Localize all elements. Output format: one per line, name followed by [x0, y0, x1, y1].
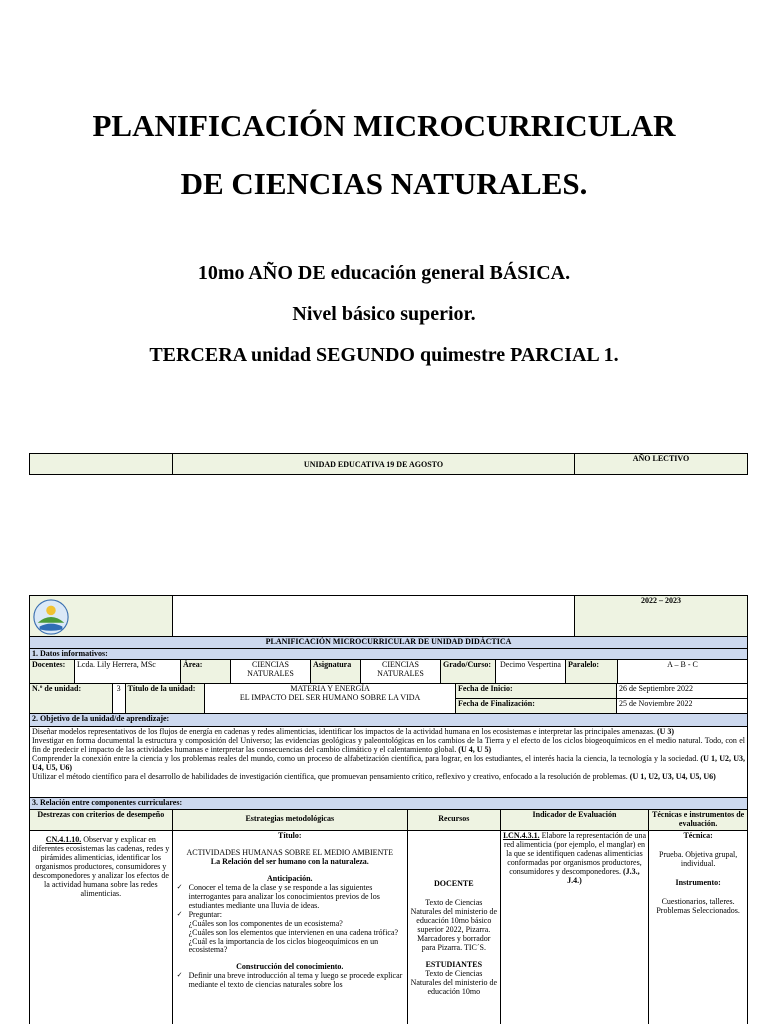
- objective-p2-ref: (U 4, U 5): [458, 744, 492, 754]
- logo-cell: [30, 596, 173, 636]
- plan-header-middle: [173, 596, 575, 636]
- page-title-line2: DE CIENCIAS NATURALES.: [180, 166, 588, 201]
- question-2: ¿Cuáles son los elementos que intervienen en una cadena trófica?: [188, 927, 399, 937]
- col-tecnicas: Técnicas e instrumentos de evaluación.: [652, 810, 745, 828]
- titulo-label: Título:: [277, 831, 302, 840]
- construccion-item-1: ✓ Definir una breve introducción al tema y luego se procede explicar mediante el texto de ciencias naturales sobre los: [175, 972, 405, 990]
- area-value: CIENCIAS NATURALES: [231, 660, 311, 683]
- school-year: 2022 – 2023: [575, 596, 747, 636]
- estudiantes-label: ESTUDIANTES: [425, 959, 483, 969]
- anticipacion-title: Anticipación.: [266, 873, 313, 883]
- construccion-title: Construcción del conocimiento.: [236, 962, 344, 972]
- asignatura-label: Asignatura: [311, 660, 361, 683]
- destreza-code: CN.4.1.10.: [45, 835, 82, 844]
- header-table: [29, 453, 748, 475]
- question-1: ¿Cuáles son los componentes de un ecosistema?: [188, 918, 343, 928]
- paralelo-label: Paralelo:: [566, 660, 618, 683]
- actividad-title: ACTIVIDADES HUMANAS SOBRE EL MEDIO AMBIENTE: [186, 847, 394, 857]
- indicador-ref: (J.3., J.4.): [567, 866, 640, 885]
- construccion-list: [175, 972, 405, 990]
- subtitle-level: Nivel básico superior.: [292, 303, 476, 325]
- col-recursos: Recursos: [408, 810, 501, 830]
- objective-p3-ref: (U 1, U2, U3, U4, U5, U6): [32, 753, 745, 772]
- objective-text: [30, 727, 747, 797]
- section1-row: [30, 649, 747, 660]
- titulo-unidad-line1: MATERIA Y ENERGÍA: [290, 684, 370, 693]
- question-3: ¿Cuál es la importancia de los ciclos biogeoquímicos en un ecosistema?: [188, 936, 379, 955]
- tecnica-label: Técnica:: [683, 831, 713, 840]
- objective-p4-ref: (U 1, U2, U3, U4, U5, U6): [629, 771, 716, 781]
- estrategias-cell: [173, 831, 408, 1024]
- unidad-label: N.º de unidad:: [30, 684, 113, 713]
- objective-p3: Comprender la conexión entre la ciencia y los problemas reales del mundo, como un proceso de alfabetización científica, para lograr, en los estudiantes, el interés hacia la ciencia, la tecnología y la sociedad.: [32, 753, 701, 763]
- anticipacion-list: [175, 884, 405, 920]
- objective-p1: Diseñar modelos representativos de los flujos de energía en cadenas y redes alimenticias, identificar los impactos de la actividad humana en los ecosistemas e interpretar las principales amenazas.: [32, 727, 657, 736]
- fecha-fin-value: 25 de Noviembre 2022: [619, 699, 693, 708]
- info-row-1: [30, 660, 747, 684]
- header-logo-cell: [30, 454, 173, 474]
- grado-value: Decimo Vespertina: [496, 660, 566, 683]
- docente-resources: Texto de Ciencias Naturales del ministerio de educación 10mo básico superior 2022, Pizarra. Marcadores y borrador para Pizarra. TIC´S.: [410, 897, 498, 952]
- destreza-text: Observar y explicar en diferentes ecosistemas las cadenas, redes y pirámides alimenticias, identificar los organismos productores, consumidores y descomponedores y analizar los efectos de la actividad humana sobre las redes alimenticias.: [32, 835, 170, 898]
- titulo-unidad-line2: EL IMPACTO DEL SER HUMANO SOBRE LA VIDA: [239, 692, 421, 702]
- area-label: Área:: [181, 660, 231, 683]
- section3-row: [30, 798, 747, 810]
- anticipacion-item-1: ✓ Conocer el tema de la clase y se responde a las siguientes interrogantes para analizar los conocimientos previos de los estudiantes mediante una lluvia de ideas.: [175, 884, 405, 911]
- instrumento-value: Cuestionarios, talleres. Problemas Seleccionados.: [656, 896, 740, 915]
- col-estrategias: Estrategias metodológicas: [173, 810, 408, 830]
- section3-title: 3. Relación entre componentes curriculares:: [32, 798, 183, 807]
- objective-p2: Investigar en forma documental la estructura y composición del Universo; las evidencias geológicas y paleontológicas en los cambios de la Tierra y el efecto de los ciclos biogeoquímicos en el medio natural. Todo, con el fin de predecir el impacto de las actividades humanas e interpretar las consecuencias del cambio climático y el calentamiento global.: [32, 735, 745, 754]
- school-logo-icon: [32, 598, 70, 636]
- docente-label: DOCENTE: [434, 879, 474, 888]
- dates-block: [456, 684, 747, 713]
- fecha-fin-row: [456, 699, 747, 713]
- plan-header-row: [30, 596, 747, 637]
- page-title-line1: PLANIFICACIÓN MICROCURRICULAR: [92, 108, 676, 143]
- section2-title: 2. Objetivo de la unidad/de aprendizaje:: [32, 714, 170, 723]
- fecha-inicio-label: Fecha de Inicio:: [456, 684, 617, 698]
- col-destrezas: Destrezas con criterios de desempeño: [30, 810, 173, 830]
- planning-table: [29, 595, 748, 1024]
- paralelo-value: A – B - C: [667, 660, 698, 669]
- section1-title: 1. Datos informativos:: [32, 649, 108, 658]
- tecnicas-cell: [649, 831, 747, 1024]
- estudiantes-resources: Texto de Ciencias Naturales del ministerio de educación 10mo: [410, 968, 498, 996]
- info-row-2: [30, 684, 747, 714]
- instrumento-label: Instrumento:: [675, 877, 721, 887]
- titulo-unidad-value: [205, 684, 456, 713]
- section2-row: [30, 714, 747, 727]
- fecha-inicio-row: [456, 684, 747, 699]
- destreza-cell: [30, 831, 173, 1024]
- col-indicador: Indicador de Evaluación: [501, 810, 650, 830]
- indicador-cell: [501, 831, 650, 1024]
- plan-heading-row: [30, 637, 747, 649]
- grado-label: Grado/Curso:: [441, 660, 496, 683]
- anticipacion-item-2: ✓ Preguntar:: [175, 911, 405, 920]
- year-label: AÑO LECTIVO: [575, 454, 747, 474]
- school-name: UNIDAD EDUCATIVA 19 DE AGOSTO: [173, 454, 575, 474]
- plan-heading: PLANIFICACIÓN MICROCURRICULAR DE UNIDAD DIDÁCTICA: [265, 637, 512, 646]
- unidad-value: 3: [113, 684, 126, 713]
- fecha-fin-label: Fecha de Finalización:: [456, 699, 617, 713]
- objective-p1-ref: (U 3): [656, 727, 675, 736]
- content-row: [30, 831, 747, 1024]
- objective-p4: Utilizar el método científico para el desarrollo de habilidades de investigación científica, que promuevan pensamiento crítico, reflexivo y creativo, enfocado a la resolución de problemas.: [32, 771, 630, 781]
- objective-row: [30, 727, 747, 798]
- subtitle-grade: 10mo AÑO DE educación general BÁSICA.: [197, 262, 571, 284]
- relacion-title: La Relación del ser humano con la naturaleza.: [210, 856, 369, 866]
- docentes-label: Docentes:: [30, 660, 75, 683]
- tecnica-value: Prueba. Objetiva grupal, individual.: [659, 849, 738, 868]
- recursos-cell: [408, 831, 501, 1024]
- titulo-unidad-label: Título de la unidad:: [126, 684, 206, 713]
- columns-header-row: [30, 810, 747, 831]
- subtitle-unit: TERCERA unidad SEGUNDO quimestre PARCIAL 1.: [149, 344, 619, 366]
- docentes-value: Lcda. Lily Herrera, MSc: [75, 660, 181, 683]
- indicador-code: I.CN.4.3.1.: [502, 831, 540, 840]
- asignatura-value: CIENCIAS NATURALES: [361, 660, 441, 683]
- indicador-text: Elabore la representación de una red alimenticia (por ejemplo, el manglar) en la que se identifiquen cadenas alimenticias conformadas por organismos productores, consumidores y descomponedores.: [503, 831, 646, 876]
- fecha-inicio-value: 26 de Septiembre 2022: [619, 684, 693, 693]
